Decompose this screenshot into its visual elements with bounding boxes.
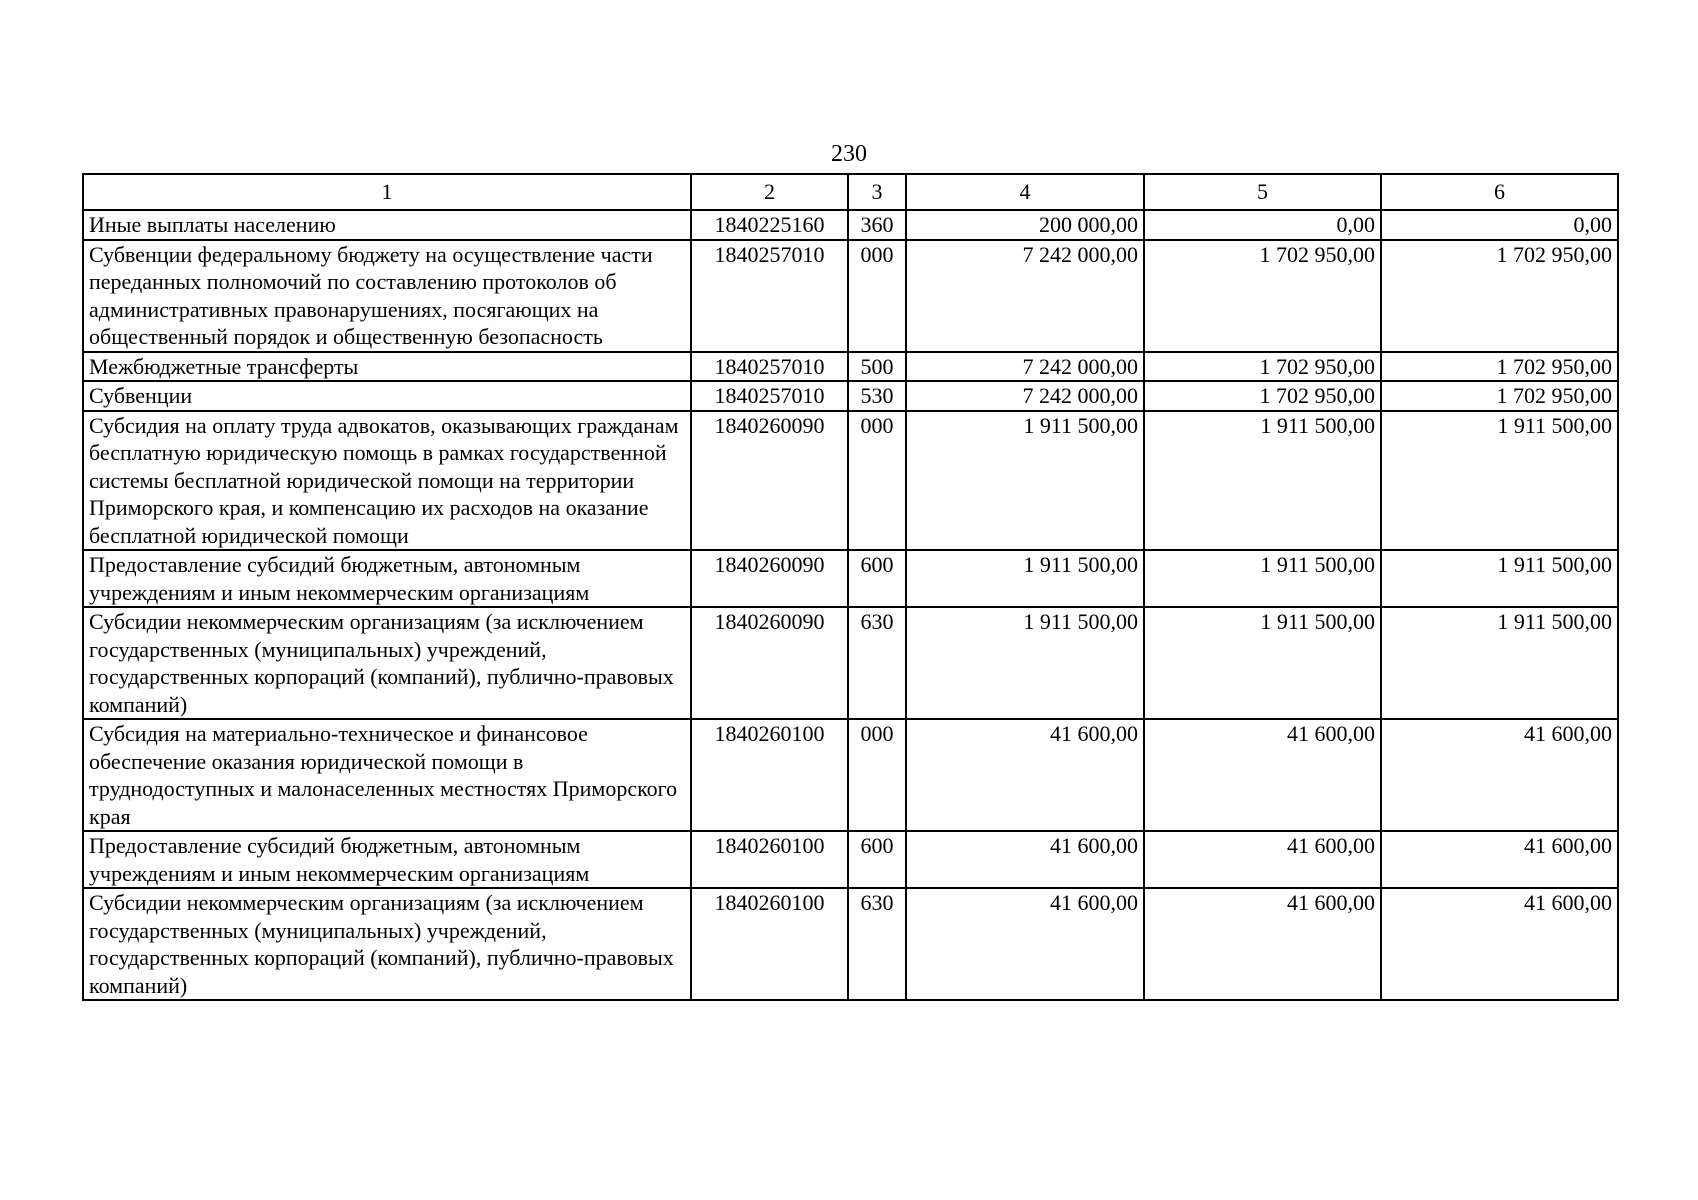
row-amount-2: 0,00 [1144,210,1381,240]
budget-table [82,173,1619,1001]
row-amount-3: 1 702 950,00 [1381,381,1618,411]
row-code: 1840260100 [691,888,848,1000]
row-amount-1: 1 911 500,00 [906,550,1144,607]
table-row [83,888,1618,1000]
row-amount-2: 41 600,00 [1144,831,1381,888]
row-vr: 630 [848,888,906,1000]
row-amount-3: 0,00 [1381,210,1618,240]
table-row [83,831,1618,888]
row-amount-1: 1 911 500,00 [906,411,1144,551]
row-amount-3: 41 600,00 [1381,831,1618,888]
row-name: Иные выплаты населению [83,210,691,240]
row-code: 1840257010 [691,240,848,352]
table-row [83,550,1618,607]
row-amount-1: 7 242 000,00 [906,240,1144,352]
row-vr: 500 [848,352,906,382]
row-amount-2: 1 702 950,00 [1144,352,1381,382]
table-row [83,719,1618,831]
row-amount-3: 1 911 500,00 [1381,411,1618,551]
table-row [83,607,1618,719]
row-vr: 630 [848,607,906,719]
table-row [83,352,1618,382]
row-code: 1840225160 [691,210,848,240]
row-name: Межбюджетные трансферты [83,352,691,382]
table-row [83,411,1618,551]
row-amount-2: 1 911 500,00 [1144,607,1381,719]
row-name: Субсидия на материально-техническое и финансовое обеспечение оказания юридической помощи в труднодоступных и малонаселенных местностях Приморского края [83,719,691,831]
row-name: Субвенции [83,381,691,411]
row-amount-3: 41 600,00 [1381,719,1618,831]
row-amount-1: 200 000,00 [906,210,1144,240]
row-code: 1840260100 [691,719,848,831]
col-header-vr: 3 [848,174,906,210]
row-name: Субсидии некоммерческим организациям (за исключением государственных (муниципальных) учреждений, государственных корпораций (компаний), публично-правовых компаний) [83,607,691,719]
row-vr: 000 [848,719,906,831]
row-vr: 600 [848,550,906,607]
row-name: Предоставление субсидий бюджетным, автономным учреждениям и иным некоммерческим организациям [83,831,691,888]
table-row [83,240,1618,352]
row-vr: 600 [848,831,906,888]
row-amount-3: 1 911 500,00 [1381,607,1618,719]
table-row [83,381,1618,411]
row-amount-2: 41 600,00 [1144,888,1381,1000]
row-amount-1: 41 600,00 [906,719,1144,831]
row-code: 1840260090 [691,550,848,607]
row-amount-3: 1 702 950,00 [1381,240,1618,352]
row-amount-1: 1 911 500,00 [906,607,1144,719]
page-number: 230 [831,141,867,167]
row-amount-2: 1 911 500,00 [1144,411,1381,551]
row-code: 1840257010 [691,381,848,411]
row-name: Предоставление субсидий бюджетным, автономным учреждениям и иным некоммерческим организациям [83,550,691,607]
row-amount-1: 7 242 000,00 [906,352,1144,382]
col-header-amount-3: 6 [1381,174,1618,210]
col-header-amount-1: 4 [906,174,1144,210]
row-amount-3: 1 911 500,00 [1381,550,1618,607]
row-amount-2: 1 702 950,00 [1144,381,1381,411]
row-amount-2: 41 600,00 [1144,719,1381,831]
row-vr: 000 [848,411,906,551]
row-vr: 000 [848,240,906,352]
row-name: Субсидии некоммерческим организациям (за исключением государственных (муниципальных) учреждений, государственных корпораций (компаний), публично-правовых компаний) [83,888,691,1000]
row-name: Субвенции федеральному бюджету на осуществление части переданных полномочий по составлению протоколов об административных правонарушениях, посягающих на общественный порядок и общественную безопасность [83,240,691,352]
table-row [83,210,1618,240]
row-name: Субсидия на оплату труда адвокатов, оказывающих гражданам бесплатную юридическую помощь в рамках государственной системы бесплатной юридической помощи на территории Приморского края, и компенсацию их расходов на оказание бесплатной юридической помощи [83,411,691,551]
row-code: 1840260100 [691,831,848,888]
row-amount-3: 41 600,00 [1381,888,1618,1000]
row-vr: 360 [848,210,906,240]
col-header-code: 2 [691,174,848,210]
col-header-amount-2: 5 [1144,174,1381,210]
row-code: 1840260090 [691,411,848,551]
row-vr: 530 [848,381,906,411]
row-amount-3: 1 702 950,00 [1381,352,1618,382]
row-amount-2: 1 702 950,00 [1144,240,1381,352]
row-amount-1: 41 600,00 [906,888,1144,1000]
header-row [83,174,1618,210]
row-amount-1: 7 242 000,00 [906,381,1144,411]
row-amount-1: 41 600,00 [906,831,1144,888]
row-amount-2: 1 911 500,00 [1144,550,1381,607]
col-header-name: 1 [83,174,691,210]
row-code: 1840260090 [691,607,848,719]
row-code: 1840257010 [691,352,848,382]
